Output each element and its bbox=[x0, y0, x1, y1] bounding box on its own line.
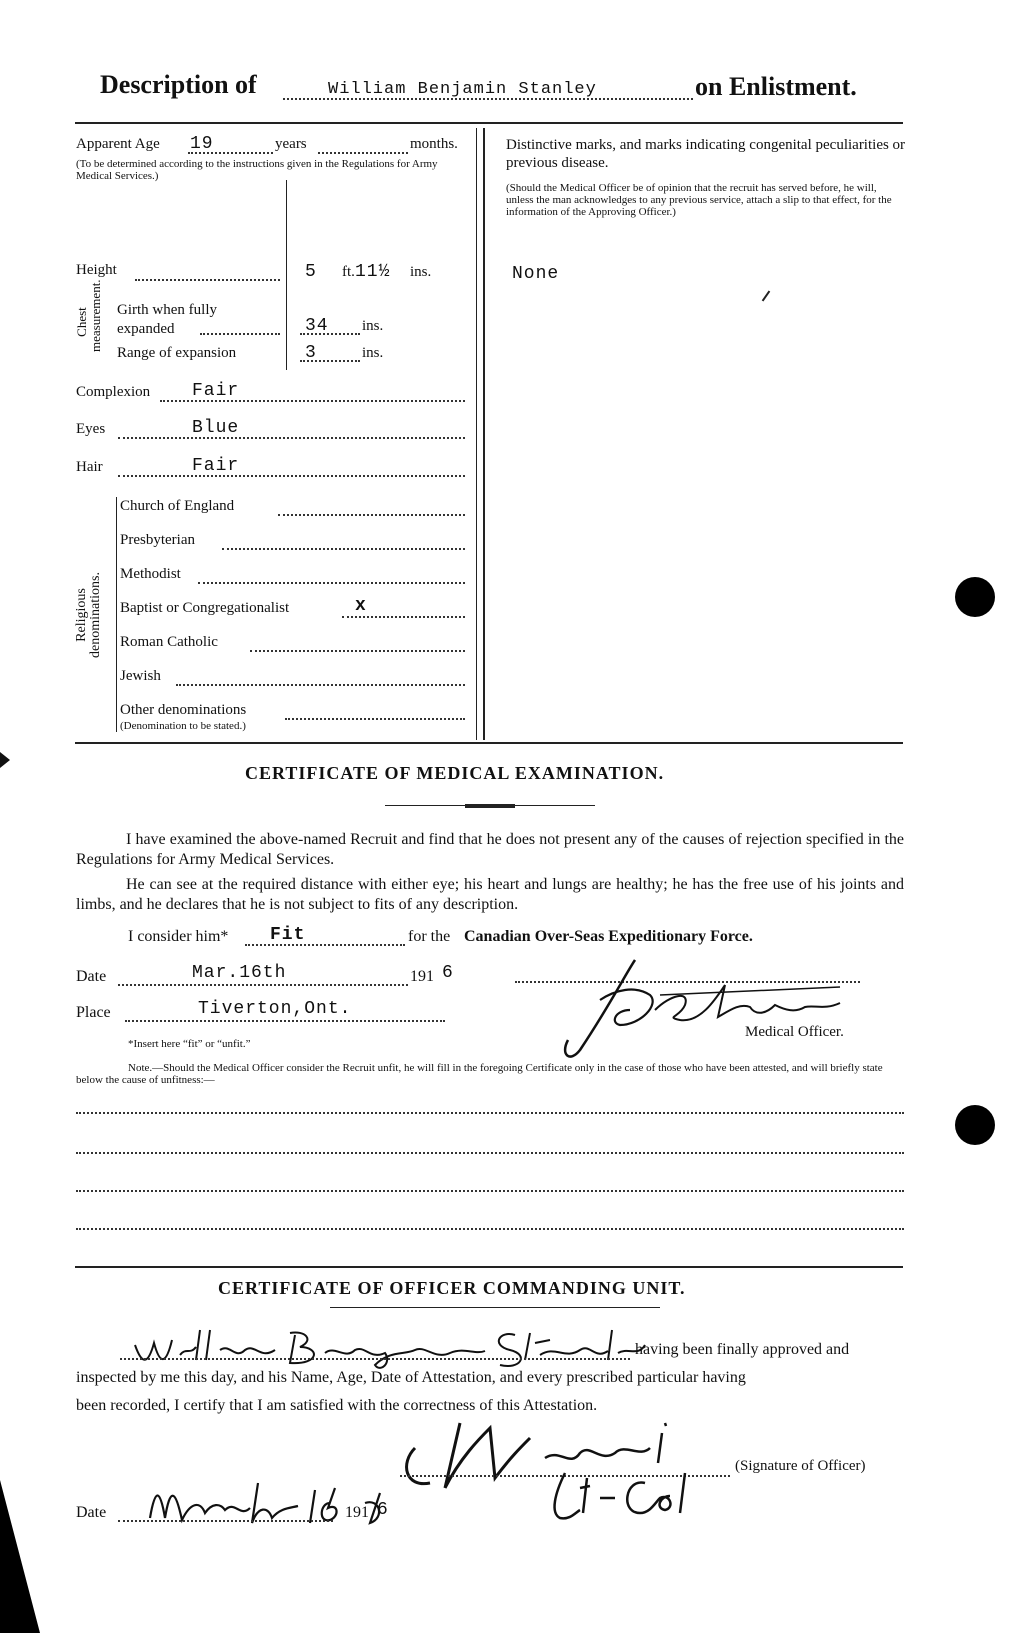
medical-force: Canadian Over-Seas Expeditionary Force. bbox=[464, 928, 753, 945]
recruit-name-signature bbox=[130, 1325, 650, 1375]
religion-item-line bbox=[222, 548, 465, 550]
commanding-line1-suffix: having been finally approved and bbox=[635, 1341, 850, 1358]
medical-fitness-line bbox=[245, 944, 405, 946]
medical-unfit-note: Note.—Should the Medical Officer consider the Recruit unfit, he will fill in the foregoing Certificate only in the case of those who have been attested, and will briefly state below the cause of unfitness:— bbox=[76, 1062, 883, 1086]
religion-item-label: Church of England bbox=[120, 498, 235, 514]
chest-girth-unit: ins. bbox=[362, 318, 384, 334]
chest-girth-leader bbox=[200, 333, 280, 335]
chest-group-label: Chest measurement. bbox=[74, 279, 103, 352]
religion-group-label: Religious denominations. bbox=[74, 572, 103, 658]
medical-place-line bbox=[125, 1020, 445, 1022]
chest-range-value: 3 bbox=[305, 343, 317, 363]
age-months-label: months. bbox=[410, 136, 458, 152]
commanding-date-label: Date bbox=[76, 1504, 107, 1521]
height-inches-value: 11½ bbox=[355, 262, 391, 282]
scan-shadow bbox=[0, 1480, 40, 1633]
eyes-label: Eyes bbox=[76, 421, 106, 437]
chest-girth-label: Girth when fully expanded bbox=[117, 302, 217, 337]
commanding-date-line bbox=[118, 1520, 333, 1522]
chest-girth-value: 34 bbox=[305, 316, 329, 336]
marks-heading: Distinctive marks, and marks indicating congenital peculiarities or previous disease. bbox=[506, 137, 906, 171]
section-rule bbox=[75, 1266, 903, 1268]
commanding-title-rule bbox=[330, 1307, 660, 1308]
religion-item-label: Baptist or Congregationalist bbox=[120, 600, 290, 616]
medical-para2: He can see at the required distance with either eye; his heart and lungs are healthy; he has the free use of his joints and limbs, and he declares that he is not subject to fits of any description. bbox=[76, 876, 904, 913]
commanding-signature-label: (Signature of Officer) bbox=[735, 1458, 866, 1474]
height-ins-label: ins. bbox=[410, 264, 432, 280]
chest-range-line bbox=[300, 360, 360, 362]
commanding-year-digit: 6 bbox=[377, 1500, 389, 1520]
medical-place-value: Tiverton,Ont. bbox=[198, 999, 352, 1019]
commanding-title: CERTIFICATE OF OFFICER COMMANDING UNIT. bbox=[218, 1278, 686, 1298]
medical-date-value: Mar.16th bbox=[192, 963, 287, 983]
punch-hole-top bbox=[955, 577, 995, 617]
column-divider-inner bbox=[476, 128, 477, 740]
header-prefix: Description of bbox=[100, 70, 257, 99]
rank-handwritten bbox=[545, 1468, 705, 1528]
commanding-line2: inspected by me this day, and his Name, Age, Date of Attestation, and every prescribed particular having bbox=[76, 1369, 746, 1386]
column-divider-outer bbox=[483, 128, 485, 740]
hair-line bbox=[118, 475, 465, 477]
religion-other-note: (Denomination to be stated.) bbox=[120, 720, 246, 732]
commanding-line3: been recorded, I certify that I am satisfied with the correctness of this Attestation. bbox=[76, 1397, 598, 1414]
height-feet-value: 5 bbox=[305, 262, 317, 282]
marks-value: None bbox=[512, 264, 560, 284]
medical-year-digit: 6 bbox=[442, 963, 454, 983]
age-note: (To be determined according to the instructions given in the Regulations for Army Medical Services.) bbox=[76, 158, 438, 182]
religion-bracket bbox=[116, 497, 117, 732]
age-label: Apparent Age bbox=[76, 136, 160, 152]
medical-title: CERTIFICATE OF MEDICAL EXAMINATION. bbox=[245, 763, 665, 783]
measurements-divider bbox=[286, 180, 287, 370]
height-leader bbox=[135, 279, 280, 281]
religion-item-line bbox=[198, 582, 465, 584]
religion-item-line bbox=[342, 616, 465, 618]
medical-year-prefix: 191 bbox=[410, 968, 434, 985]
medical-para1: I have examined the above-named Recruit and find that he does not present any of the causes of rejection specified in the Regulations for Army Medical Services. bbox=[76, 831, 904, 868]
height-label: Height bbox=[76, 262, 117, 278]
eyes-value: Blue bbox=[192, 418, 240, 438]
commanding-year-prefix: 191 bbox=[345, 1504, 369, 1521]
unfitness-line bbox=[76, 1152, 904, 1154]
religion-item-label: Methodist bbox=[120, 566, 181, 582]
religion-item-line bbox=[250, 650, 465, 652]
age-years-line bbox=[188, 152, 273, 154]
header-rule bbox=[75, 122, 903, 124]
marks-note: (Should the Medical Officer be of opinion that the recruit has served before, he will, unless the man acknowledges to any previous service, attach a slip to that effect, for the information of the Approving Officer.) bbox=[506, 182, 892, 218]
unfitness-line bbox=[76, 1112, 904, 1114]
recruit-name-line bbox=[120, 1358, 630, 1360]
religion-item-label: Other denominations bbox=[120, 702, 247, 718]
chest-girth-line bbox=[300, 333, 360, 335]
header-suffix: on Enlistment. bbox=[695, 72, 857, 101]
complexion-value: Fair bbox=[192, 381, 240, 401]
medical-title-rule-bold bbox=[465, 804, 515, 808]
punch-hole-bottom bbox=[955, 1105, 995, 1145]
edge-mark bbox=[0, 752, 10, 768]
unfitness-line bbox=[76, 1228, 904, 1230]
religion-item-label: Jewish bbox=[120, 668, 161, 684]
age-years-value: 19 bbox=[190, 134, 214, 154]
religion-item-mark: x bbox=[355, 596, 367, 616]
medical-fitness-value: Fit bbox=[270, 925, 306, 945]
medical-insert-note: *Insert here “fit” or “unfit.” bbox=[128, 1038, 251, 1050]
height-ft-label: ft. bbox=[342, 264, 355, 280]
chest-range-label: Range of expansion bbox=[117, 345, 237, 361]
stray-mark bbox=[762, 291, 771, 302]
religion-item-line bbox=[176, 684, 465, 686]
medical-consider-prefix: I consider him* bbox=[128, 928, 229, 945]
age-months-line bbox=[318, 152, 408, 154]
medical-place-label: Place bbox=[76, 1004, 111, 1021]
religion-item-line bbox=[278, 514, 465, 516]
chest-range-unit: ins. bbox=[362, 345, 384, 361]
unfitness-line bbox=[76, 1190, 904, 1192]
medical-consider-suffix: for the bbox=[408, 928, 451, 945]
hair-value: Fair bbox=[192, 456, 240, 476]
religion-item-label: Presbyterian bbox=[120, 532, 195, 548]
religion-item-line bbox=[285, 718, 465, 720]
religion-item-label: Roman Catholic bbox=[120, 634, 218, 650]
medical-officer-label: Medical Officer. bbox=[745, 1024, 844, 1040]
section-rule bbox=[75, 742, 903, 744]
medical-officer-signature bbox=[540, 955, 850, 1065]
header-recruit-name: William Benjamin Stanley bbox=[328, 80, 597, 99]
hair-label: Hair bbox=[76, 459, 103, 475]
complexion-label: Complexion bbox=[76, 384, 151, 400]
age-years-label: years bbox=[275, 136, 307, 152]
eyes-line bbox=[118, 437, 465, 439]
complexion-line bbox=[160, 400, 465, 402]
medical-date-label: Date bbox=[76, 968, 107, 985]
medical-date-line bbox=[118, 984, 408, 986]
